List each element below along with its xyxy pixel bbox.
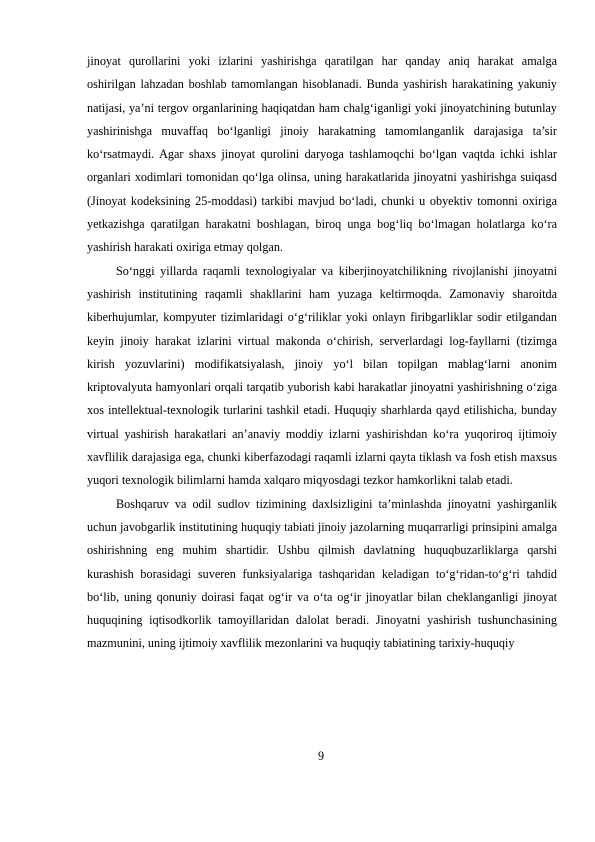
body-paragraph-3: Boshqaruv va odil sudlov tizimining daxlsizligini ta’minlashda jinoyatni yashirganlik uchun javobgarlik institutining huquqiy tabiati jinoiy jazolarning muqarrarligi prinsipini amalga oshirishning eng muhim shartidir. Ushbu qilmish davlatning huquqbuzarliklarga qarshi kurashish borasidagi suveren funksiyalariga tashqaridan keladigan to‘g‘ridan-to‘g‘ri tahdid bo‘lib, uning qonuniy doirasi faqat og‘ir va o‘ta og‘ir jinoyatlar bilan cheklanganligi jinoyat huquqining iqtisodkorlik tamoyillaridan dalolat beradi. Jinoyatni yashirish tushunchasining mazmunini, uning ijtimoiy xavflilik mezonlarini va huquqiy tabiatining tarixiy-huquqiy bbox=[87, 496, 557, 651]
page-number: 9 bbox=[317, 749, 325, 763]
body-paragraph-2: So‘nggi yillarda raqamli texnologiyalar va kiberjinoyatchilikning rivojlanishi jinoyatni yashirish institutining raqamli shakllarini ham yuzaga keltirmoqda. Zamonaviy sharoitda kiberhujumlar, kompyuter tizimlaridagi o‘g‘riliklar yoki onlayn firibgarliklar sodir etilgandan keyin jinoiy harakat izlarini virtual makonda o‘chirish, serverlardagi log-fayllarni (tizimga kirish yozuvlarini) modifikatsiyalash, jinoiy yo‘l bilan topilgan mablag‘larni anonim kriptovalyuta hamyonlari orqali tarqatib yuborish kabi harakatlar jinoyatni yashirishning o‘ziga xos intellektual-texnologik turlarini tashkil etadi. Huquqiy sharhlarda qayd etilishicha, bunday virtual yashirish harakatlari an’anaviy moddiy izlarni yashirishdan ko‘ra yuqoriroq ijtimoiy xavflilik darajasiga ega, chunki kiberfazodagi raqamli izlarni qayta tiklash va fosh etish maxsus yuqori texnologik bilimlarni hamda xalqaro miqyosdagi tezkor hamkorlikni talab etadi. bbox=[87, 263, 557, 488]
page-body bbox=[87, 50, 557, 656]
body-paragraph-1: jinoyat qurollarini yoki izlarini yashirishga qaratilgan har qanday aniq harakat amalga oshirilgan lahzadan boshlab tamomlangan hisoblanadi. Bunda yashirish harakatining yakuniy natijasi, ya’ni tergov organlarining haqiqatdan ham chalg‘iganligi yoki jinoyatchining butunlay yashirinishga muvaffaq bo‘lganligi jinoiy harakatning tamomlanganlik darajasiga ta’sir ko‘rsatmaydi. Agar shaxs jinoyat qurolini daryoga tashlamoqchi bo‘lgan vaqtda ichki ishlar organlari xodimlari tomonidan qo‘lga olinsa, uning harakatlarida jinoyatni yashirishga suiqasd (Jinoyat kodeksining 25-moddasi) tarkibi mavjud bo‘ladi, chunki u obyektiv tomonni oxiriga yetkazishga qaratilgan harakatni boshlagan, biroq unga bog‘liq bo‘lmagan holatlarga ko‘ra yashirish harakati oxiriga etmay qolgan. bbox=[87, 54, 557, 255]
